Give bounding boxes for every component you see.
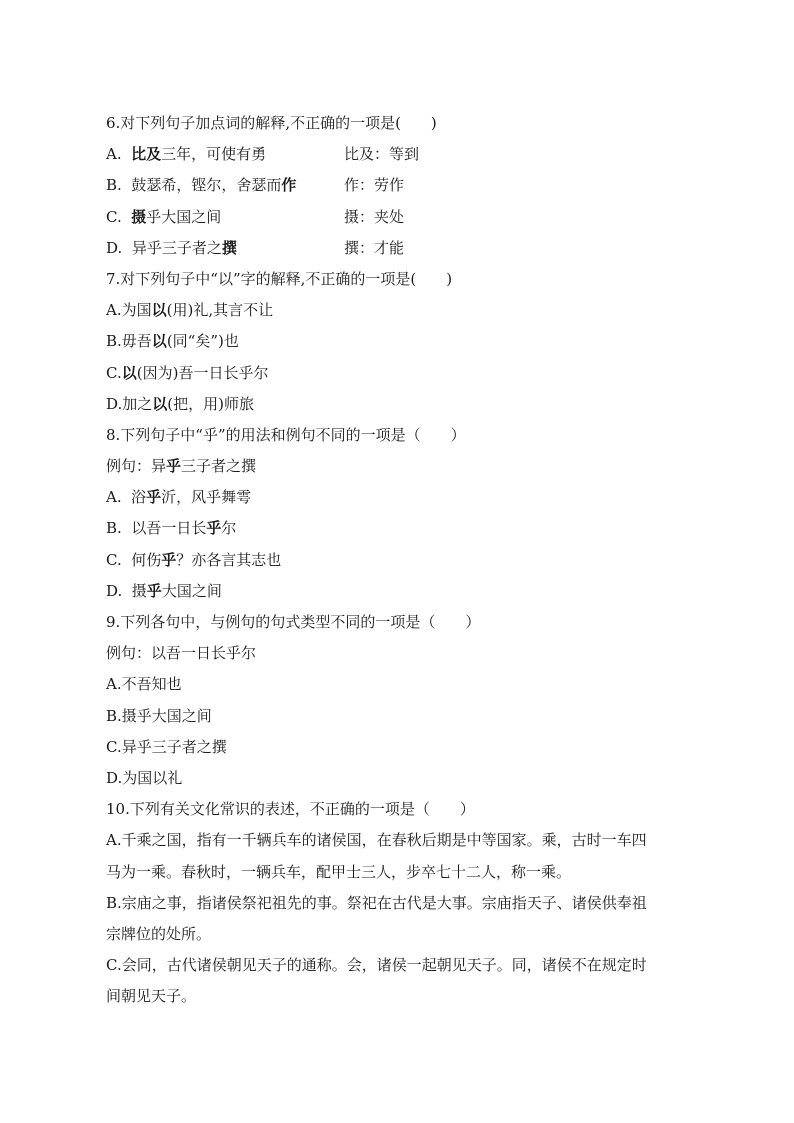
dotted-word: 以 — [151, 301, 167, 320]
question-9-option-c[interactable]: C.异乎三子者之撰 — [106, 737, 227, 756]
option-label: A. — [106, 145, 122, 164]
option-text: 鼓瑟希，铿尔，舍瑟而 — [131, 176, 282, 195]
question-10-stem: 10.下列有关文化常识的表述，不正确的一项是（ ） — [106, 800, 475, 819]
question-6-option-d[interactable] — [106, 233, 706, 264]
question-8-option-a[interactable] — [106, 482, 706, 513]
question-6-option-a[interactable] — [106, 139, 706, 170]
question-9-option-a[interactable]: A.不吾知也 — [106, 675, 182, 694]
option-gloss: 比及：等到 — [344, 145, 420, 164]
question-7-option-d[interactable] — [106, 389, 706, 420]
option-gloss: 作：劳作 — [344, 176, 405, 195]
question-7-option-a[interactable] — [106, 295, 706, 326]
question-8-option-b[interactable] — [106, 513, 706, 544]
option-text: 乎大国之间 — [146, 207, 222, 226]
option-gloss: 摄：夹处 — [344, 207, 405, 226]
question-10-option-a-line-1[interactable]: A.千乘之国，指有一千辆兵车的诸侯国，在春秋后期是中等国家。乘，古时一车四 — [106, 831, 647, 850]
question-9-option-b[interactable]: B.摄乎大国之间 — [106, 706, 212, 725]
option-text: B. 以吾一日长 — [106, 519, 207, 538]
option-label: D. — [106, 238, 123, 257]
question-8-example — [106, 451, 706, 482]
question-8-option-c[interactable] — [106, 545, 706, 576]
option-text: 异乎三子者之 — [131, 238, 222, 257]
option-text: A.为国 — [106, 301, 152, 320]
question-7-option-b[interactable] — [106, 326, 706, 357]
question-10-option-a-line-2[interactable]: 马为一乘。春秋时，一辆兵车，配甲士三人，步卒七十二人，称一乘。 — [106, 862, 572, 881]
exam-page — [106, 108, 706, 1012]
dotted-word: 比及 — [131, 145, 162, 164]
option-label: B. — [106, 176, 122, 195]
question-8-stem: 8.下列句子中“乎”的用法和例句不同的一项是（ ） — [106, 425, 466, 444]
dotted-word: 作 — [281, 176, 297, 195]
dotted-word: 以 — [121, 363, 137, 382]
dotted-word: 撰 — [221, 238, 237, 257]
question-8-option-d[interactable] — [106, 576, 706, 607]
option-text: (因为)吾一日长乎尔 — [136, 363, 269, 382]
dotted-word: 以 — [152, 394, 168, 413]
option-text: 尔 — [221, 519, 237, 538]
question-6-option-b[interactable] — [106, 170, 706, 201]
question-9-option-d[interactable]: D.为国以礼 — [106, 768, 183, 787]
option-text: D.加之 — [106, 394, 153, 413]
option-text: A. 浴 — [106, 488, 147, 507]
question-7-option-c[interactable] — [106, 358, 706, 389]
option-text: (用)礼,其言不让 — [166, 301, 274, 320]
option-text: (把，用)师旅 — [167, 394, 254, 413]
dotted-word: 乎 — [206, 519, 222, 538]
option-text: C. 何伤 — [106, 550, 162, 569]
option-text: B.毋吾 — [106, 332, 152, 351]
example-text: 例句：异 — [106, 457, 167, 476]
option-text: D. 摄 — [106, 581, 147, 600]
dotted-word: 摄 — [131, 207, 147, 226]
question-9-stem: 9.下列各句中，与例句的句式类型不同的一项是（ ） — [106, 613, 481, 631]
question-10-option-b-line-1[interactable]: B.宗庙之事，指诸侯祭祀祖先的事。祭祀在古代是大事。宗庙指天子、诸侯供奉祖 — [106, 893, 647, 912]
question-6-stem: 6.对下列句子加点词的解释,不正确的一项是( ) — [106, 114, 437, 132]
option-text: ？亦各言其志也 — [176, 550, 282, 569]
question-10-option-c-line-2[interactable]: 间朝见天子。 — [106, 987, 197, 1006]
dotted-word: 以 — [151, 332, 167, 351]
option-text: 沂，风乎舞雩 — [161, 488, 252, 507]
option-text: 大国之间 — [161, 581, 222, 600]
question-10-option-b-line-2[interactable]: 宗牌位的处所。 — [106, 924, 212, 943]
dotted-word: 乎 — [146, 581, 162, 600]
option-text: 三年，可使有勇 — [161, 145, 267, 164]
dotted-word: 乎 — [161, 550, 177, 569]
question-9-example: 例句：以吾一日长乎尔 — [106, 644, 257, 663]
question-6-option-c[interactable] — [106, 202, 706, 233]
example-text: 三子者之撰 — [181, 457, 257, 476]
dotted-word: 乎 — [146, 488, 162, 507]
option-gloss: 撰：才能 — [344, 238, 405, 257]
option-text: C. — [106, 363, 122, 382]
option-label: C. — [106, 207, 122, 226]
question-10-option-c-line-1[interactable]: C.会同，古代诸侯朝见天子的通称。会，诸侯一起朝见天子。同，诸侯不在规定时 — [106, 956, 647, 975]
dotted-word: 乎 — [166, 457, 182, 476]
question-7-stem: 7.对下列句子中“以”字的解释,不正确的一项是( ) — [106, 269, 453, 288]
option-text: (同“矣”)也 — [166, 332, 239, 351]
